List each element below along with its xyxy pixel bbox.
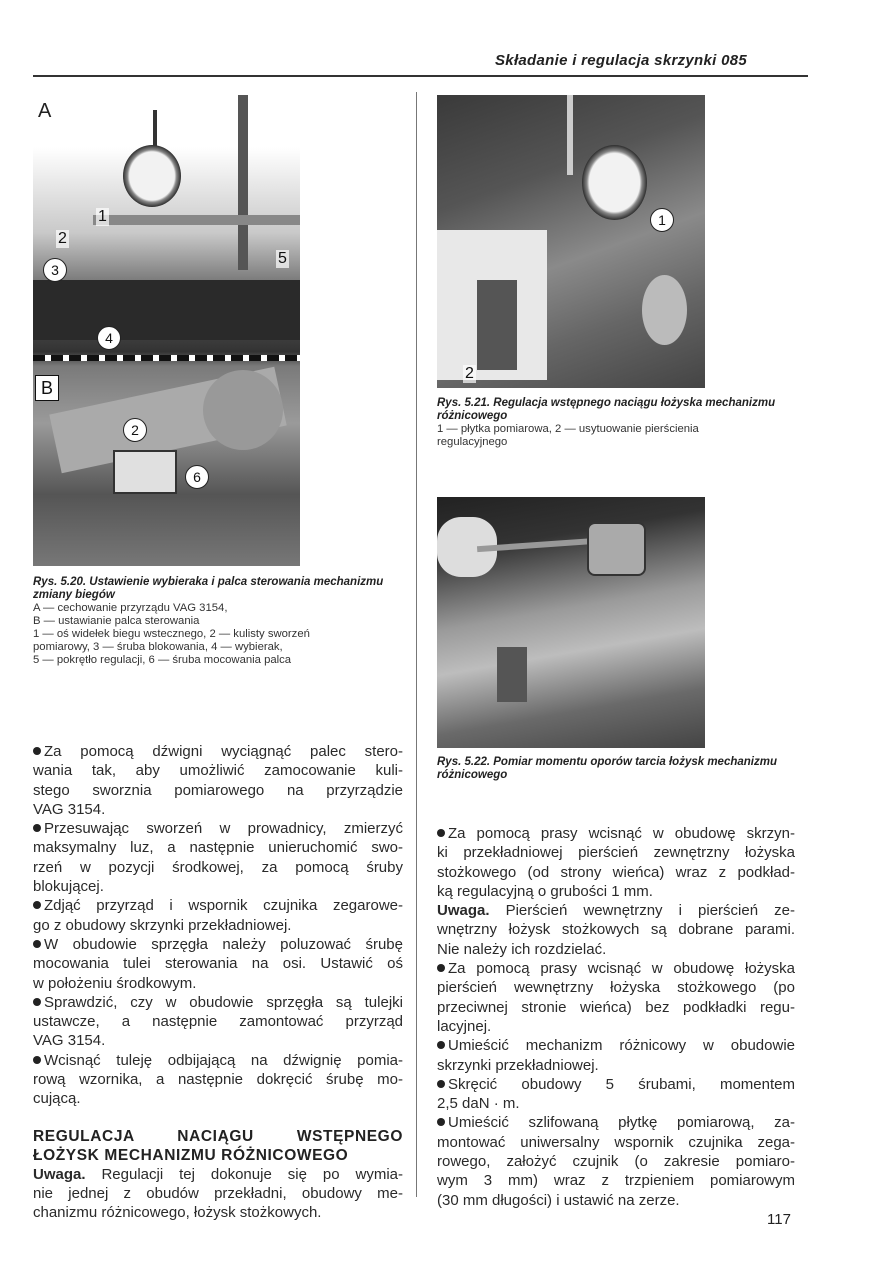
bullet-icon xyxy=(437,829,445,837)
line-text: lacyjnej. xyxy=(437,1017,492,1035)
line-text: stożkowego (od strony wieńca) wraz z podkład- xyxy=(437,863,795,881)
text-line xyxy=(437,940,795,959)
legend-line: A — cechowanie przyrządu VAG 3154, xyxy=(33,602,228,614)
figure-5-20-panel-a-label: A xyxy=(38,100,52,122)
callout-1: 1 xyxy=(650,208,674,232)
line-text: Umieścić szlifowaną płytkę pomiarową, za- xyxy=(448,1114,795,1132)
text-line xyxy=(33,838,403,857)
line-text: w położeniu środkowym. xyxy=(33,974,197,992)
line-text: rową wzornika, a następnie dokręcić śrubę mo- xyxy=(33,1071,403,1089)
section-heading xyxy=(33,1127,403,1165)
line-text: mocowania tulei sterowania na osi. Ustawić oś xyxy=(33,955,403,973)
text-line xyxy=(33,1146,403,1165)
text-line xyxy=(437,1133,795,1152)
text-line xyxy=(33,1031,403,1050)
text-line xyxy=(33,1089,403,1108)
text-line xyxy=(33,935,403,954)
text-line xyxy=(33,993,403,1012)
text-line xyxy=(437,1036,795,1055)
text-line xyxy=(33,1184,403,1203)
bullet-icon xyxy=(437,1118,445,1126)
figure-5-20-panel-b-label: B xyxy=(35,375,59,401)
line-text: wnętrzny łożysk stożkowych są dobrane parami. xyxy=(437,921,795,939)
line-text: Wcisnąć tuleję odbijającą na dźwignię pomia- xyxy=(44,1051,403,1069)
legend-line: regulacyjnego xyxy=(437,436,508,448)
line-text: (30 mm długości) i ustawić na zerze. xyxy=(437,1191,680,1209)
dial-gauge xyxy=(582,145,647,220)
line-text: cującą. xyxy=(33,1090,81,1108)
line-text: 2,5 daN · m. xyxy=(437,1095,520,1113)
line-text: REGULACJA NACIĄGU WSTĘPNEGO xyxy=(33,1127,403,1145)
text-line xyxy=(437,824,795,843)
text-line xyxy=(33,858,403,877)
text-line xyxy=(33,974,403,993)
note-label: Uwaga. xyxy=(33,1165,86,1183)
text-line xyxy=(437,959,795,978)
text-line xyxy=(33,1203,403,1222)
line-text: wym 3 mm) wraz z trzpieniem pomiarowym xyxy=(437,1172,795,1190)
callout-1: 1 xyxy=(98,208,107,225)
text-line xyxy=(437,998,795,1017)
text-line xyxy=(33,916,403,935)
text-line xyxy=(437,1075,795,1094)
legend-line: 1 — oś widełek biegu wstecznego, 2 — kulisty sworzeń xyxy=(33,628,310,640)
text-line xyxy=(33,819,403,838)
text-line xyxy=(437,1094,795,1113)
bullet-paragraph xyxy=(33,819,403,896)
line-text: Za pomocą dźwigni wyciągnąć palec stero- xyxy=(44,743,403,760)
line-text: ustawcze, a następnie zamontować przyrząd xyxy=(33,1013,403,1031)
bullet-paragraph xyxy=(33,896,403,935)
line-text: Skręcić obudowy 5 śrubami, momentem xyxy=(448,1075,795,1093)
right-text-column xyxy=(437,824,795,1210)
line-text: Pierścień wewnętrzny i pierścień ze- xyxy=(489,902,795,920)
text-line xyxy=(33,761,403,780)
bullet-paragraph xyxy=(33,1051,403,1109)
figure-5-21-legend xyxy=(437,423,797,449)
figure-5-21-caption xyxy=(437,397,797,449)
bullet-icon xyxy=(33,998,41,1006)
text-line xyxy=(33,742,403,761)
text-line xyxy=(437,863,795,882)
line-text: blokującej. xyxy=(33,878,104,896)
bullet-paragraph xyxy=(437,1113,795,1209)
line-text: W obudowie sprzęgła należy poluzować śrubę xyxy=(44,935,403,953)
line-text: rzeń w pozycji środkowej, za pomocą śruby xyxy=(33,858,403,876)
note-paragraph xyxy=(437,901,795,959)
line-text: skrzynki przekładniowej. xyxy=(437,1056,599,1074)
bullet-icon xyxy=(437,1041,445,1049)
running-header: Składanie i regulacja skrzynki 085 xyxy=(495,52,748,69)
bullet-icon xyxy=(33,1056,41,1064)
text-line xyxy=(437,1152,795,1171)
callout-3: 3 xyxy=(43,258,67,282)
bullet-icon xyxy=(33,901,41,909)
text-line xyxy=(33,896,403,915)
header-rule xyxy=(33,75,808,77)
text-line xyxy=(33,1012,403,1031)
figure-5-20-photo xyxy=(33,90,300,566)
text-line xyxy=(33,954,403,973)
text-line xyxy=(33,877,403,896)
text-line xyxy=(437,1171,795,1190)
bullet-paragraph xyxy=(437,824,795,901)
callout-b-6: 6 xyxy=(185,465,209,489)
line-text: Za pomocą prasy wcisnąć w obudowę skrzyn- xyxy=(448,825,795,842)
line-text: Zdjąć przyrząd i wspornik czujnika zegarowe- xyxy=(44,897,403,915)
note-paragraph xyxy=(33,1165,403,1223)
figure-5-22-photo xyxy=(437,497,705,748)
bullet-paragraph xyxy=(33,742,403,819)
line-text: stego sworznia pomiarowego na przyrządzie xyxy=(33,781,403,799)
line-text: VAG 3154. xyxy=(33,1032,106,1050)
line-text: VAG 3154. xyxy=(33,800,106,818)
line-text: nie jednej z obudów przekładni, obudowy me- xyxy=(33,1184,403,1202)
bullet-icon xyxy=(437,964,445,972)
legend-line: B — ustawianie palca sterowania xyxy=(33,615,200,627)
figure-5-21-photo xyxy=(437,95,705,388)
callout-4: 4 xyxy=(97,326,121,350)
line-text: maksymalny luz, a następnie unieruchomić swo- xyxy=(33,839,403,857)
line-text: Sprawdzić, czy w obudowie sprzęgła są tulejki xyxy=(44,993,403,1011)
bullet-paragraph xyxy=(33,993,403,1051)
legend-line: 5 — pokrętło regulacji, 6 — śruba mocowania palca xyxy=(33,654,292,666)
text-line xyxy=(33,1051,403,1070)
dial-gauge xyxy=(123,145,181,207)
line-text: montować uniwersalny wspornik czujnika zega- xyxy=(437,1133,795,1151)
text-line xyxy=(437,843,795,862)
text-line xyxy=(33,800,403,819)
line-text: pierścień wewnętrzny łożyska stożkowego (po xyxy=(437,979,795,997)
text-line xyxy=(437,1017,795,1036)
text-line xyxy=(437,920,795,939)
line-text: przeciwnej stronie wieńca) bez podkładki regu- xyxy=(437,998,795,1016)
line-text: Regulacji tej dokonuje się po wymia- xyxy=(85,1165,403,1183)
figure-5-22-title: Rys. 5.22. Pomiar momentu oporów tarcia łożysk mechanizmu różnicowego xyxy=(437,756,777,781)
figure-5-21-title: Rys. 5.21. Regulacja wstępnego naciągu łożyska mechanizmu różnicowego xyxy=(437,397,776,422)
line-text: wania tak, aby umożliwić zamocowanie kuli- xyxy=(33,762,403,780)
callout-2: 2 xyxy=(465,365,474,382)
text-line xyxy=(437,1113,795,1132)
text-line xyxy=(33,1127,403,1146)
figure-5-20-legend xyxy=(33,602,403,667)
text-line xyxy=(437,1191,795,1210)
line-text: ŁOŻYSK MECHANIZMU RÓŻNICOWEGO xyxy=(33,1146,349,1164)
line-text: go z obudowy skrzynki przekładniowej. xyxy=(33,916,292,934)
left-text-column xyxy=(33,742,403,1223)
text-line xyxy=(437,901,795,920)
figure-5-20-caption xyxy=(33,576,403,667)
bullet-icon xyxy=(33,824,41,832)
bullet-paragraph xyxy=(33,935,403,993)
callout-b-2: 2 xyxy=(123,418,147,442)
line-text: Umieścić mechanizm różnicowy w obudowie xyxy=(448,1037,795,1055)
text-line xyxy=(33,1070,403,1089)
figure-5-22-caption xyxy=(437,756,797,782)
line-text: chanizmu różnicowego, łożysk stożkowych. xyxy=(33,1204,322,1222)
bullet-paragraph xyxy=(437,1036,795,1075)
bullet-paragraph xyxy=(437,959,795,1036)
text-line xyxy=(437,1056,795,1075)
text-line xyxy=(437,978,795,997)
bullet-icon xyxy=(437,1080,445,1088)
line-text: Przesuwając sworzeń w prowadnicy, zmierzyć xyxy=(44,820,403,838)
line-text: ką regulacyjną o grubości 1 mm. xyxy=(437,882,653,900)
line-text: Nie należy ich rozdzielać. xyxy=(437,940,607,958)
line-text: ki przekładniowej pierścień zewnętrzny łożyska xyxy=(437,844,795,862)
line-text: Za pomocą prasy wcisnąć w obudowę łożyska xyxy=(448,960,795,978)
callout-2: 2 xyxy=(58,230,67,247)
legend-line: 1 — płytka pomiarowa, 2 — usytuowanie pierścienia xyxy=(437,423,699,435)
callout-5: 5 xyxy=(278,250,287,267)
text-line xyxy=(437,882,795,901)
bullet-icon xyxy=(33,940,41,948)
bullet-icon xyxy=(33,747,41,755)
text-line xyxy=(33,1165,403,1184)
line-text: rowego, założyć czujnik (o zakresie pomiaro- xyxy=(437,1153,795,1171)
legend-line: pomiarowy, 3 — śruba blokowania, 4 — wybierak, xyxy=(33,641,283,653)
figure-5-20-title: Rys. 5.20. Ustawienie wybieraka i palca sterowania mechanizmu zmiany biegów xyxy=(33,576,384,601)
text-line xyxy=(33,781,403,800)
bullet-paragraph xyxy=(437,1075,795,1114)
column-divider xyxy=(416,92,417,1197)
page-number: 117 xyxy=(767,1211,791,1228)
note-label: Uwaga. xyxy=(437,902,490,920)
